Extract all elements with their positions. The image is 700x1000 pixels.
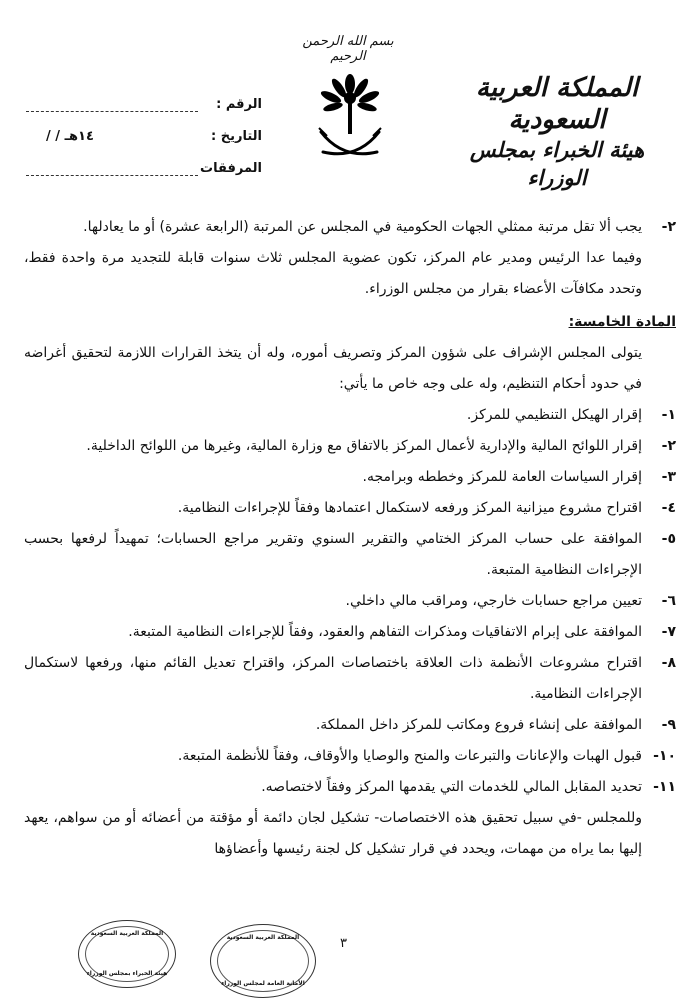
list-item — [24, 741, 676, 772]
list-item — [24, 617, 676, 648]
item-number: ٤- — [661, 500, 676, 516]
list-item — [24, 524, 676, 586]
list-item — [24, 462, 676, 493]
item-number: ٣- — [661, 469, 676, 485]
item-number: ٨- — [661, 655, 676, 671]
item-text: تحديد المقابل المالي للخدمات التي يقدمها المركز وفقاً لاختصاصه. — [261, 779, 642, 795]
article-items-list — [24, 400, 676, 803]
list-item — [24, 431, 676, 462]
authority-name: هيئة الخبراء بمجلس الوزراء — [469, 137, 645, 190]
list-item — [24, 400, 676, 431]
item-text: إقرار اللوائح المالية والإدارية لأعمال المركز بالاتفاق مع وزارة المالية، وغيرها من اللوائح الداخلية. — [86, 438, 642, 454]
list-item — [24, 212, 676, 243]
stamp-text: المملكة العربية السعودية — [90, 930, 164, 937]
basmala: بسم الله الرحمن الرحيم — [302, 34, 394, 64]
date-row — [22, 112, 262, 144]
item-number: ١٠- — [653, 748, 676, 764]
issuer-heading — [442, 72, 672, 192]
item-number: ١- — [661, 407, 676, 423]
item-number: ٢- — [661, 438, 676, 454]
reference-row — [22, 80, 262, 112]
list-item — [24, 493, 676, 524]
saudi-emblem-icon — [313, 70, 387, 168]
item-number: ٩- — [661, 717, 676, 733]
attachments-label: المرفقات — [200, 161, 262, 176]
date-label: التاريخ : — [211, 129, 262, 144]
item-number: ٧- — [661, 624, 676, 640]
document-body — [24, 212, 676, 865]
item-number: ٥- — [661, 531, 676, 547]
item-number: ٦- — [661, 593, 676, 609]
article-intro: يتولى المجلس الإشراف على شؤون المركز وتصريف أموره، وله أن يتخذ القرارات اللازمة لتحقيق أغراضه في حدود أحكام التنظيم، وله على وجه خاص ما يأتي: — [24, 345, 642, 392]
list-item — [24, 648, 676, 710]
official-stamp — [78, 920, 176, 988]
list-item — [24, 772, 676, 803]
stamp-text: الأمانة العامة لمجلس الوزراء — [221, 980, 305, 987]
list-item — [24, 710, 676, 741]
reference-line — [26, 97, 198, 112]
date-value: / / ١٤هـ — [46, 129, 94, 144]
letter-metadata — [22, 80, 262, 176]
item-text: الموافقة على إنشاء فروع ومكاتب للمركز داخل المملكة. — [315, 717, 642, 733]
attachments-row — [22, 144, 262, 176]
item-text: تعيين مراجع حسابات خارجي، ومراقب مالي داخلي. — [345, 593, 642, 609]
stamp-text: المملكة العربية السعودية — [226, 934, 300, 941]
stamp-text: هيئة الخبراء بمجلس الوزراء — [86, 970, 168, 977]
reference-label: الرقم : — [216, 97, 262, 112]
item-text: اقتراح مشروع ميزانية المركز ورفعه لاستكمال اعتمادها وفقاً للإجراءات النظامية. — [177, 500, 642, 516]
item-text: إقرار السياسات العامة للمركز وخططه وبرامجه. — [362, 469, 642, 485]
item-text: قبول الهبات والإعانات والتبرعات والمنح والوصايا والأوقاف، وفقاً للأنظمة المتبعة. — [177, 748, 642, 764]
kingdom-name: المملكة العربية السعودية — [475, 73, 639, 135]
membership-paragraph: وفيما عدا الرئيس ومدير عام المركز، تكون عضوية المجلس ثلاث سنوات قابلة للتجديد مرة واحدة فقط، وتحدد مكافآت الأعضاء بقرار من مجلس الوزراء. — [24, 250, 642, 297]
item-text: إقرار الهيكل التنظيمي للمركز. — [466, 407, 642, 423]
article-heading: المادة الخامسة: — [568, 314, 676, 330]
item-number: ٢- — [661, 219, 676, 235]
closing-paragraph: وللمجلس -في سبيل تحقيق هذه الاختصاصات- تشكيل لجان دائمة أو مؤقتة من أعضائه أو من سواهم، يعهد إليها بما يراه من مهمات، ويحدد في قرار تشكيل كل لجنة رئيسها وأعضاؤها — [24, 810, 642, 857]
item-text: يجب ألا تقل مرتبة ممثلي الجهات الحكومية في المجلس عن المرتبة (الرابعة عشرة) أو ما يعادلها. — [83, 219, 642, 235]
item-text: الموافقة على حساب المركز الختامي والتقرير السنوي وتقرير مراجع الحسابات؛ تمهيداً لرفعها بحسب الإجراءات النظامية المتبعة. — [24, 531, 642, 578]
item-text: اقتراح مشروعات الأنظمة ذات العلاقة باختصاصات المركز، واقتراح تعديل القائم منها، ورفعها لاستكمال الإجراءات النظامية. — [24, 655, 642, 702]
attachments-line — [26, 161, 198, 176]
item-number: ١١- — [653, 779, 676, 795]
item-text: الموافقة على إبرام الاتفاقيات ومذكرات التفاهم والعقود، وفقاً للإجراءات النظامية المتبعة. — [128, 624, 642, 640]
official-stamp — [210, 924, 316, 998]
list-item — [24, 586, 676, 617]
page-number: ٣ — [340, 936, 347, 951]
